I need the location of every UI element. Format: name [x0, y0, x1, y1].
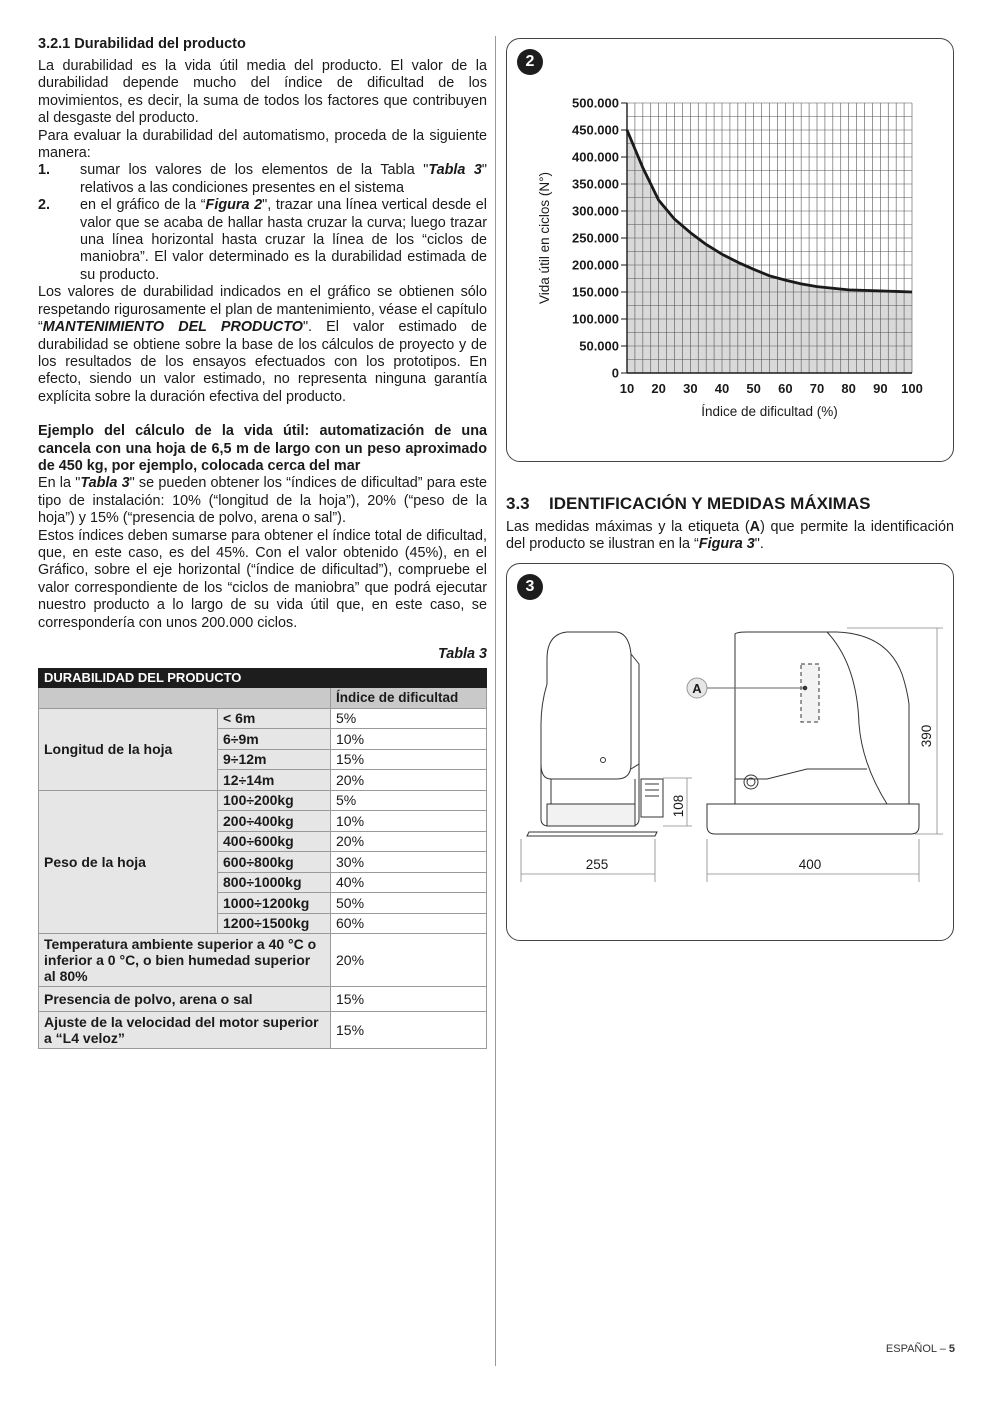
p4-pre: En la "	[38, 475, 81, 492]
y-tick-label: 300.000	[572, 203, 619, 219]
figure-3-box	[506, 563, 954, 941]
row-value: 15%	[331, 987, 487, 1012]
step-text: en el gráfico de la “	[80, 197, 206, 214]
dim-width-side: 255	[585, 857, 609, 872]
figure-number: 3	[517, 574, 543, 600]
step-ref: Figura 2	[205, 197, 263, 214]
y-axis-label: Vida útil en ciclos (N°)	[537, 172, 552, 304]
dim-width-front: 400	[798, 857, 822, 872]
row-condition: 100÷200kg	[218, 790, 331, 811]
step-number: 1.	[38, 162, 51, 179]
left-column	[38, 36, 487, 1049]
y-tick-label: 50.000	[579, 338, 619, 354]
row-condition: 6÷9m	[218, 729, 331, 750]
table-header-blank	[39, 688, 331, 709]
row-single-label: Ajuste de la velocidad del motor superior a “L4 veloz”	[39, 1011, 331, 1048]
x-tick-label: 40	[714, 381, 730, 396]
steps-list	[38, 162, 487, 284]
s33-pre: Las medidas máximas y la etiqueta (	[506, 519, 750, 535]
p3-ref: MANTENIMIENTO DEL PRODUCTO	[42, 319, 303, 336]
y-tick-label: 200.000	[572, 257, 619, 273]
x-tick-label: 10	[619, 381, 635, 396]
x-tick-label: 100	[901, 381, 923, 396]
table-row	[39, 708, 487, 729]
row-value: 15%	[331, 1011, 487, 1048]
row-condition: 1000÷1200kg	[218, 893, 331, 914]
p4-ref: Tabla 3	[80, 475, 130, 492]
example-title: Ejemplo del cálculo de la vida útil: automatización de una cancela con una hoja de 6,5 m de largo con un peso aproximado de 450 kg, por ejemplo, colocada cerca del mar	[38, 423, 487, 474]
row-value: 20%	[331, 831, 487, 852]
y-tick-label: 150.000	[572, 284, 619, 300]
row-value: 50%	[331, 893, 487, 914]
step-text-post: ", trazar una línea vertical desde el valor que se acaba de hallar hasta cruzar la curva; luego trazar una línea horizontal hasta cruzar la línea de los “ciclos de maniobra”. El valor determinado es la durabilidad estimada de su producto.	[80, 197, 487, 283]
section-321-title: 3.2.1 Durabilidad del producto	[38, 36, 246, 52]
row-condition: 800÷1000kg	[218, 872, 331, 893]
x-tick-label: 50	[746, 381, 761, 396]
section-321-p2: Para evaluar la durabilidad del automatismo, proceda de la siguiente manera:	[38, 127, 487, 162]
row-value: 60%	[331, 913, 487, 934]
row-condition: 1200÷1500kg	[218, 913, 331, 934]
row-single-label: Presencia de polvo, arena o sal	[39, 987, 331, 1012]
y-tick-label: 0	[611, 365, 619, 381]
y-tick-label: 350.000	[572, 176, 619, 192]
y-tick-label: 250.000	[572, 230, 619, 246]
step-text-post: " relativos a las condiciones presentes en el sistema	[80, 162, 487, 196]
section-321-p5: Estos índices deben sumarse para obtener el índice total de dificultad, que, en este caso, es del 45%. Con el valor obtenido (45%), en el Gráfico, sobre el eje horizontal (“índice de dificultad”), compruebe el valor correspondiente de los “ciclos de maniobra” que podrá ejecutar nuestro producto a lo largo de su vida útil que, en este caso, se correspondería con unos 200.000 ciclos.	[38, 527, 487, 631]
x-tick-label: 60	[778, 381, 793, 396]
row-condition: 200÷400kg	[218, 811, 331, 832]
x-tick-label: 70	[809, 381, 825, 396]
p3-pre: Los valores de durabilidad indicados en el gráfico se obtienen sólo respetando rigurosamente el plan de mantenimiento, véase el capítulo “	[38, 284, 487, 336]
section-321-p4	[38, 475, 487, 527]
x-tick-label: 90	[873, 381, 888, 396]
section-33-text	[506, 519, 954, 554]
section-33-number: 3.3	[506, 494, 530, 513]
dim-height: 390	[919, 724, 934, 748]
step-ref: Tabla 3	[428, 162, 482, 179]
table-row	[39, 987, 487, 1012]
durability-table	[38, 668, 487, 1049]
row-group-label: Peso de la hoja	[39, 790, 218, 934]
row-value: 10%	[331, 811, 487, 832]
x-tick-label: 20	[651, 381, 666, 396]
row-value: 5%	[331, 790, 487, 811]
step-text: sumar los valores de los elementos de la Tabla "	[80, 162, 429, 179]
row-condition: 9÷12m	[218, 749, 331, 770]
row-value: 20%	[331, 770, 487, 791]
row-value: 30%	[331, 852, 487, 873]
step-number: 2.	[38, 197, 51, 214]
y-tick-label: 500.000	[572, 95, 619, 111]
durability-chart	[507, 39, 953, 461]
column-divider	[495, 36, 496, 1366]
figure-2-box	[506, 38, 954, 462]
table-col-header: Índice de dificultad	[331, 688, 487, 709]
list-item	[38, 197, 487, 284]
row-single-label: Temperatura ambiente superior a 40 °C o inferior a 0 °C, o bien humedad superior al 80%	[39, 934, 331, 987]
page-footer	[886, 1343, 955, 1355]
row-value: 5%	[331, 708, 487, 729]
figure-number: 2	[517, 49, 543, 75]
x-tick-label: 30	[683, 381, 698, 396]
y-tick-label: 100.000	[572, 311, 619, 327]
row-condition: < 6m	[218, 708, 331, 729]
table-caption: Tabla 3	[437, 646, 487, 662]
p4-post: " se pueden obtener los “índices de dificultad” para este tipo de instalación: 10% (“longitud de la hoja”), 20% (“peso de la hoja”) y 15% (“presencia de polvo, arena o sal”).	[38, 475, 487, 527]
row-value: 15%	[331, 749, 487, 770]
section-321-p3	[38, 284, 487, 406]
x-axis-label: Índice de dificultad (%)	[701, 404, 838, 419]
footer-lang: ESPAÑOL –	[885, 1343, 949, 1355]
row-condition: 400÷600kg	[218, 831, 331, 852]
table-header: DURABILIDAD DEL PRODUCTO	[39, 669, 487, 688]
row-condition: 12÷14m	[218, 770, 331, 791]
list-item	[38, 162, 487, 197]
section-33-title: IDENTIFICACIÓN Y MEDIDAS MÁXIMAS	[549, 494, 871, 513]
row-value: 20%	[331, 934, 487, 987]
s33-label: A	[749, 519, 761, 535]
row-group-label: Longitud de la hoja	[39, 708, 218, 790]
y-tick-label: 400.000	[572, 149, 619, 165]
page-number: 5	[948, 1343, 955, 1355]
s33-ref: Figura 3	[698, 536, 755, 553]
y-tick-label: 450.000	[572, 122, 619, 138]
s33-mid: ) que permite la identificación del producto se ilustran en la “	[506, 519, 954, 553]
row-condition: 600÷800kg	[218, 852, 331, 873]
x-tick-label: 80	[841, 381, 856, 396]
section-321-p1: La durabilidad es la vida útil media del producto. El valor de la durabilidad depende mucho del índice de dificultad de los movimientos, es decir, la suma de todos los factores que contribuyen al desgaste del producto.	[38, 58, 487, 127]
table-row	[39, 934, 487, 987]
table-row	[39, 790, 487, 811]
row-value: 40%	[331, 872, 487, 893]
section-33	[506, 494, 954, 554]
table-row	[39, 1011, 487, 1048]
row-value: 10%	[331, 729, 487, 750]
dimensions-drawing	[507, 564, 953, 940]
p3-post: ". El valor estimado de durabilidad se obtiene sobre la base de los cálculos de proyecto y de los resultados de los ensayos efectuados con los prototipos. En efecto, siendo un valor estimado, no representa ninguna garantía explícita sobre la duración efectiva del producto.	[38, 319, 487, 405]
dim-height-small: 108	[671, 794, 686, 818]
s33-post: ".	[754, 536, 764, 553]
label-a: A	[692, 681, 702, 696]
